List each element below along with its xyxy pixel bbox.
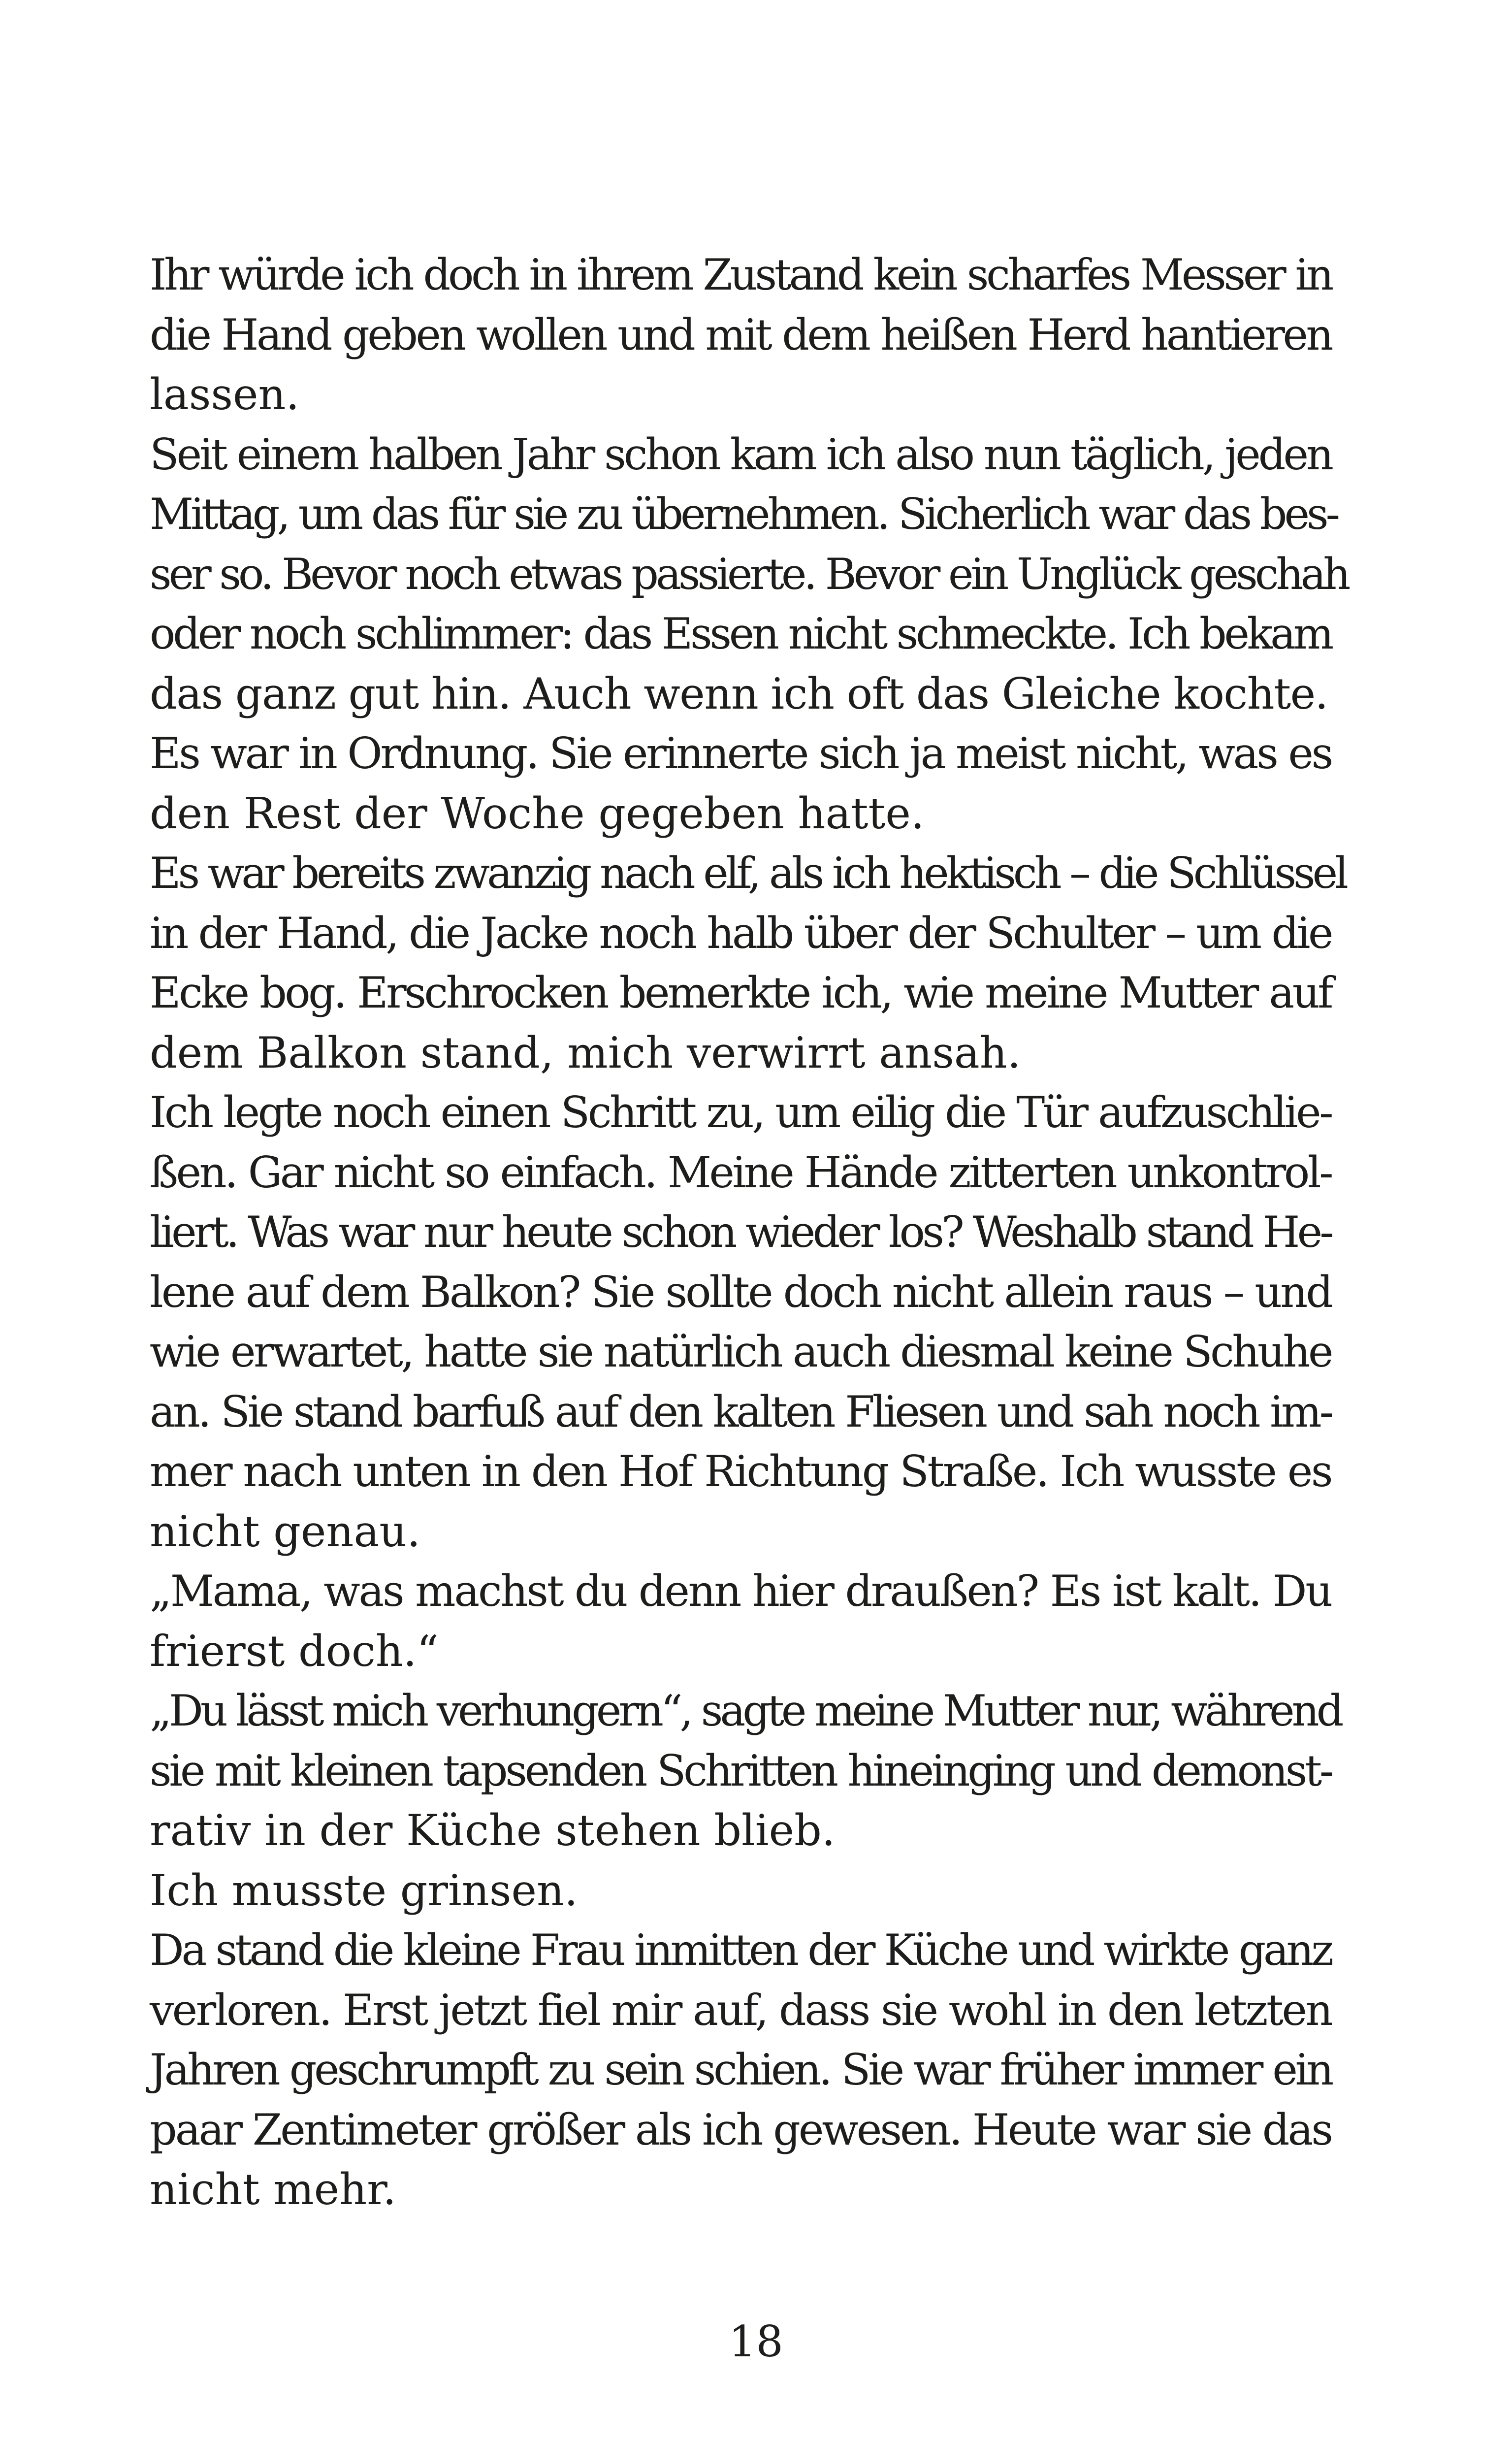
text-line: ser so. Bevor noch etwas passierte. Bevor ein Unglück geschah [150,549,1348,599]
text-line: oder noch schlimmer: das Essen nicht schmeckte. Ich bekam [150,609,1331,659]
page-number: 18 [729,2316,783,2367]
text-line: „Du lässt mich verhungern“, sagte meine Mutter nur, während [150,1686,1341,1736]
text-line: Da stand die kleine Frau inmitten der Küche und wirkte ganz [150,1925,1331,1975]
text-line: Ecke bog. Erschrocken bemerkte ich, wie meine Mutter auf [150,968,1331,1018]
text-line: Ich legte noch einen Schritt zu, um eilig die Tür aufzuschlie- [150,1087,1331,1138]
text-line: ßen. Gar nicht so einfach. Meine Hände zitterten unkontrol- [150,1147,1331,1198]
text-line: in der Hand, die Jacke noch halb über der Schulter – um die [150,908,1331,958]
text-line: den Rest der Woche gegeben hatte. [150,788,925,839]
text-line: nicht mehr. [150,2164,396,2215]
text-line: Es war bereits zwanzig nach elf, als ich hektisch – die Schlüssel [150,848,1346,898]
text-line: Mittag, um das für sie zu übernehmen. Sicherlich war das bes- [150,489,1338,539]
text-line: lassen. [150,369,300,420]
text-line: nicht genau. [150,1506,420,1557]
text-line: sie mit kleinen tapsenden Schritten hineinging und demonst- [150,1745,1331,1796]
text-line: Ich musste grinsen. [150,1865,578,1916]
text-line: verloren. Erst jetzt fiel mir auf, dass sie wohl in den letzten [150,1985,1331,2035]
text-line: dem Balkon stand, mich verwirrt ansah. [150,1027,1021,1078]
text-line: wie erwartet, hatte sie natürlich auch diesmal keine Schuhe [150,1327,1331,1377]
text-line: mer nach unten in den Hof Richtung Straße. Ich wusste es [150,1446,1331,1497]
text-line: Seit einem halben Jahr schon kam ich also nun täglich, jeden [150,429,1331,480]
text-line: „Mama, was machst du denn hier draußen? Es ist kalt. Du [150,1566,1331,1616]
body-text [150,245,1348,2220]
text-line: lene auf dem Balkon? Sie sollte doch nicht allein raus – und [150,1267,1331,1317]
text-line: Ihr würde ich doch in ihrem Zustand kein scharfes Messer in [150,250,1331,300]
text-line: Es war in Ordnung. Sie erinnerte sich ja meist nicht, was es [150,728,1331,779]
text-line: Jahren geschrumpft zu sein schien. Sie war früher immer ein [150,2045,1331,2095]
text-line: rativ in der Küche stehen blieb. [150,1805,836,1856]
text-line: die Hand geben wollen und mit dem heißen Herd hantieren [150,309,1331,360]
text-line: das ganz gut hin. Auch wenn ich oft das Gleiche kochte. [150,668,1328,719]
text-line: frierst doch.“ [150,1626,439,1676]
text-line: an. Sie stand barfuß auf den kalten Fliesen und sah noch im- [150,1386,1331,1437]
text-line: liert. Was war nur heute schon wieder los? Weshalb stand He- [150,1207,1331,1257]
text-line: paar Zentimeter größer als ich gewesen. Heute war sie das [150,2104,1331,2155]
